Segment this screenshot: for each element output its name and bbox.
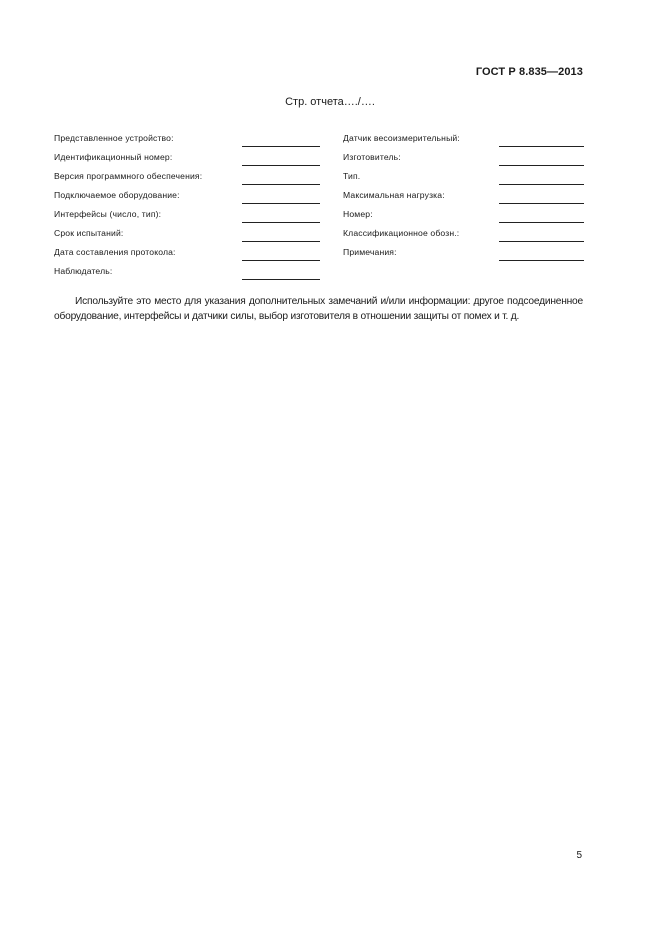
field-line-identification-number[interactable] <box>242 149 320 168</box>
field-line-manufacturer[interactable] <box>499 149 584 168</box>
field-label-identification-number: Идентификационный номер: <box>54 152 173 162</box>
field-label-test-period: Срок испытаний: <box>54 228 124 238</box>
field-line-software-version[interactable] <box>242 168 320 187</box>
field-label-load-cell: Датчик весоизмерительный: <box>343 133 460 143</box>
field-line-classification[interactable] <box>499 225 584 244</box>
field-line-type[interactable] <box>499 168 584 187</box>
form-row <box>54 130 584 149</box>
field-line-load-cell[interactable] <box>499 130 584 149</box>
form-row <box>54 263 584 282</box>
field-label-type: Тип. <box>343 171 361 181</box>
field-label-interfaces: Интерфейсы (число, тип): <box>54 209 162 219</box>
test-report-form <box>54 130 584 282</box>
field-line-number[interactable] <box>499 206 584 225</box>
field-label-number: Номер: <box>343 209 373 219</box>
report-page-counter: Стр. отчета…./…. <box>285 96 375 108</box>
field-label-connected-equipment: Подключаемое оборудование: <box>54 190 180 200</box>
field-line-interfaces[interactable] <box>242 206 320 225</box>
field-line-connected-equipment[interactable] <box>242 187 320 206</box>
form-row <box>54 187 584 206</box>
form-row <box>54 244 584 263</box>
field-label-submitted-device: Представленное устройство: <box>54 133 174 143</box>
form-row <box>54 206 584 225</box>
field-label-software-version: Версия программного обеспечения: <box>54 171 203 181</box>
form-row <box>54 149 584 168</box>
field-line-report-date[interactable] <box>242 244 320 263</box>
field-label-remarks: Примечания: <box>343 247 397 257</box>
field-label-maximum-load: Максимальная нагрузка: <box>343 190 445 200</box>
field-label-manufacturer: Изготовитель: <box>343 152 401 162</box>
field-label-report-date: Дата составления протокола: <box>54 247 176 257</box>
field-line-submitted-device[interactable] <box>242 130 320 149</box>
field-line-observer[interactable] <box>242 263 320 282</box>
notes-paragraph: Используйте это место для указания дополнительных замечаний и/или информации: другое подсоединенное оборудование, интерфейсы и датчики силы, выбор изготовителя в отношении защиты от помех и т. д. <box>54 296 583 322</box>
field-label-observer: Наблюдатель: <box>54 266 113 276</box>
field-line-remarks[interactable] <box>499 244 584 263</box>
field-line-test-period[interactable] <box>242 225 320 244</box>
form-row <box>54 168 584 187</box>
page-number: 5 <box>576 850 582 861</box>
form-row <box>54 225 584 244</box>
field-label-classification: Классификационное обозн.: <box>343 228 460 238</box>
standard-code: ГОСТ Р 8.835—2013 <box>475 66 583 78</box>
field-line-maximum-load[interactable] <box>499 187 584 206</box>
